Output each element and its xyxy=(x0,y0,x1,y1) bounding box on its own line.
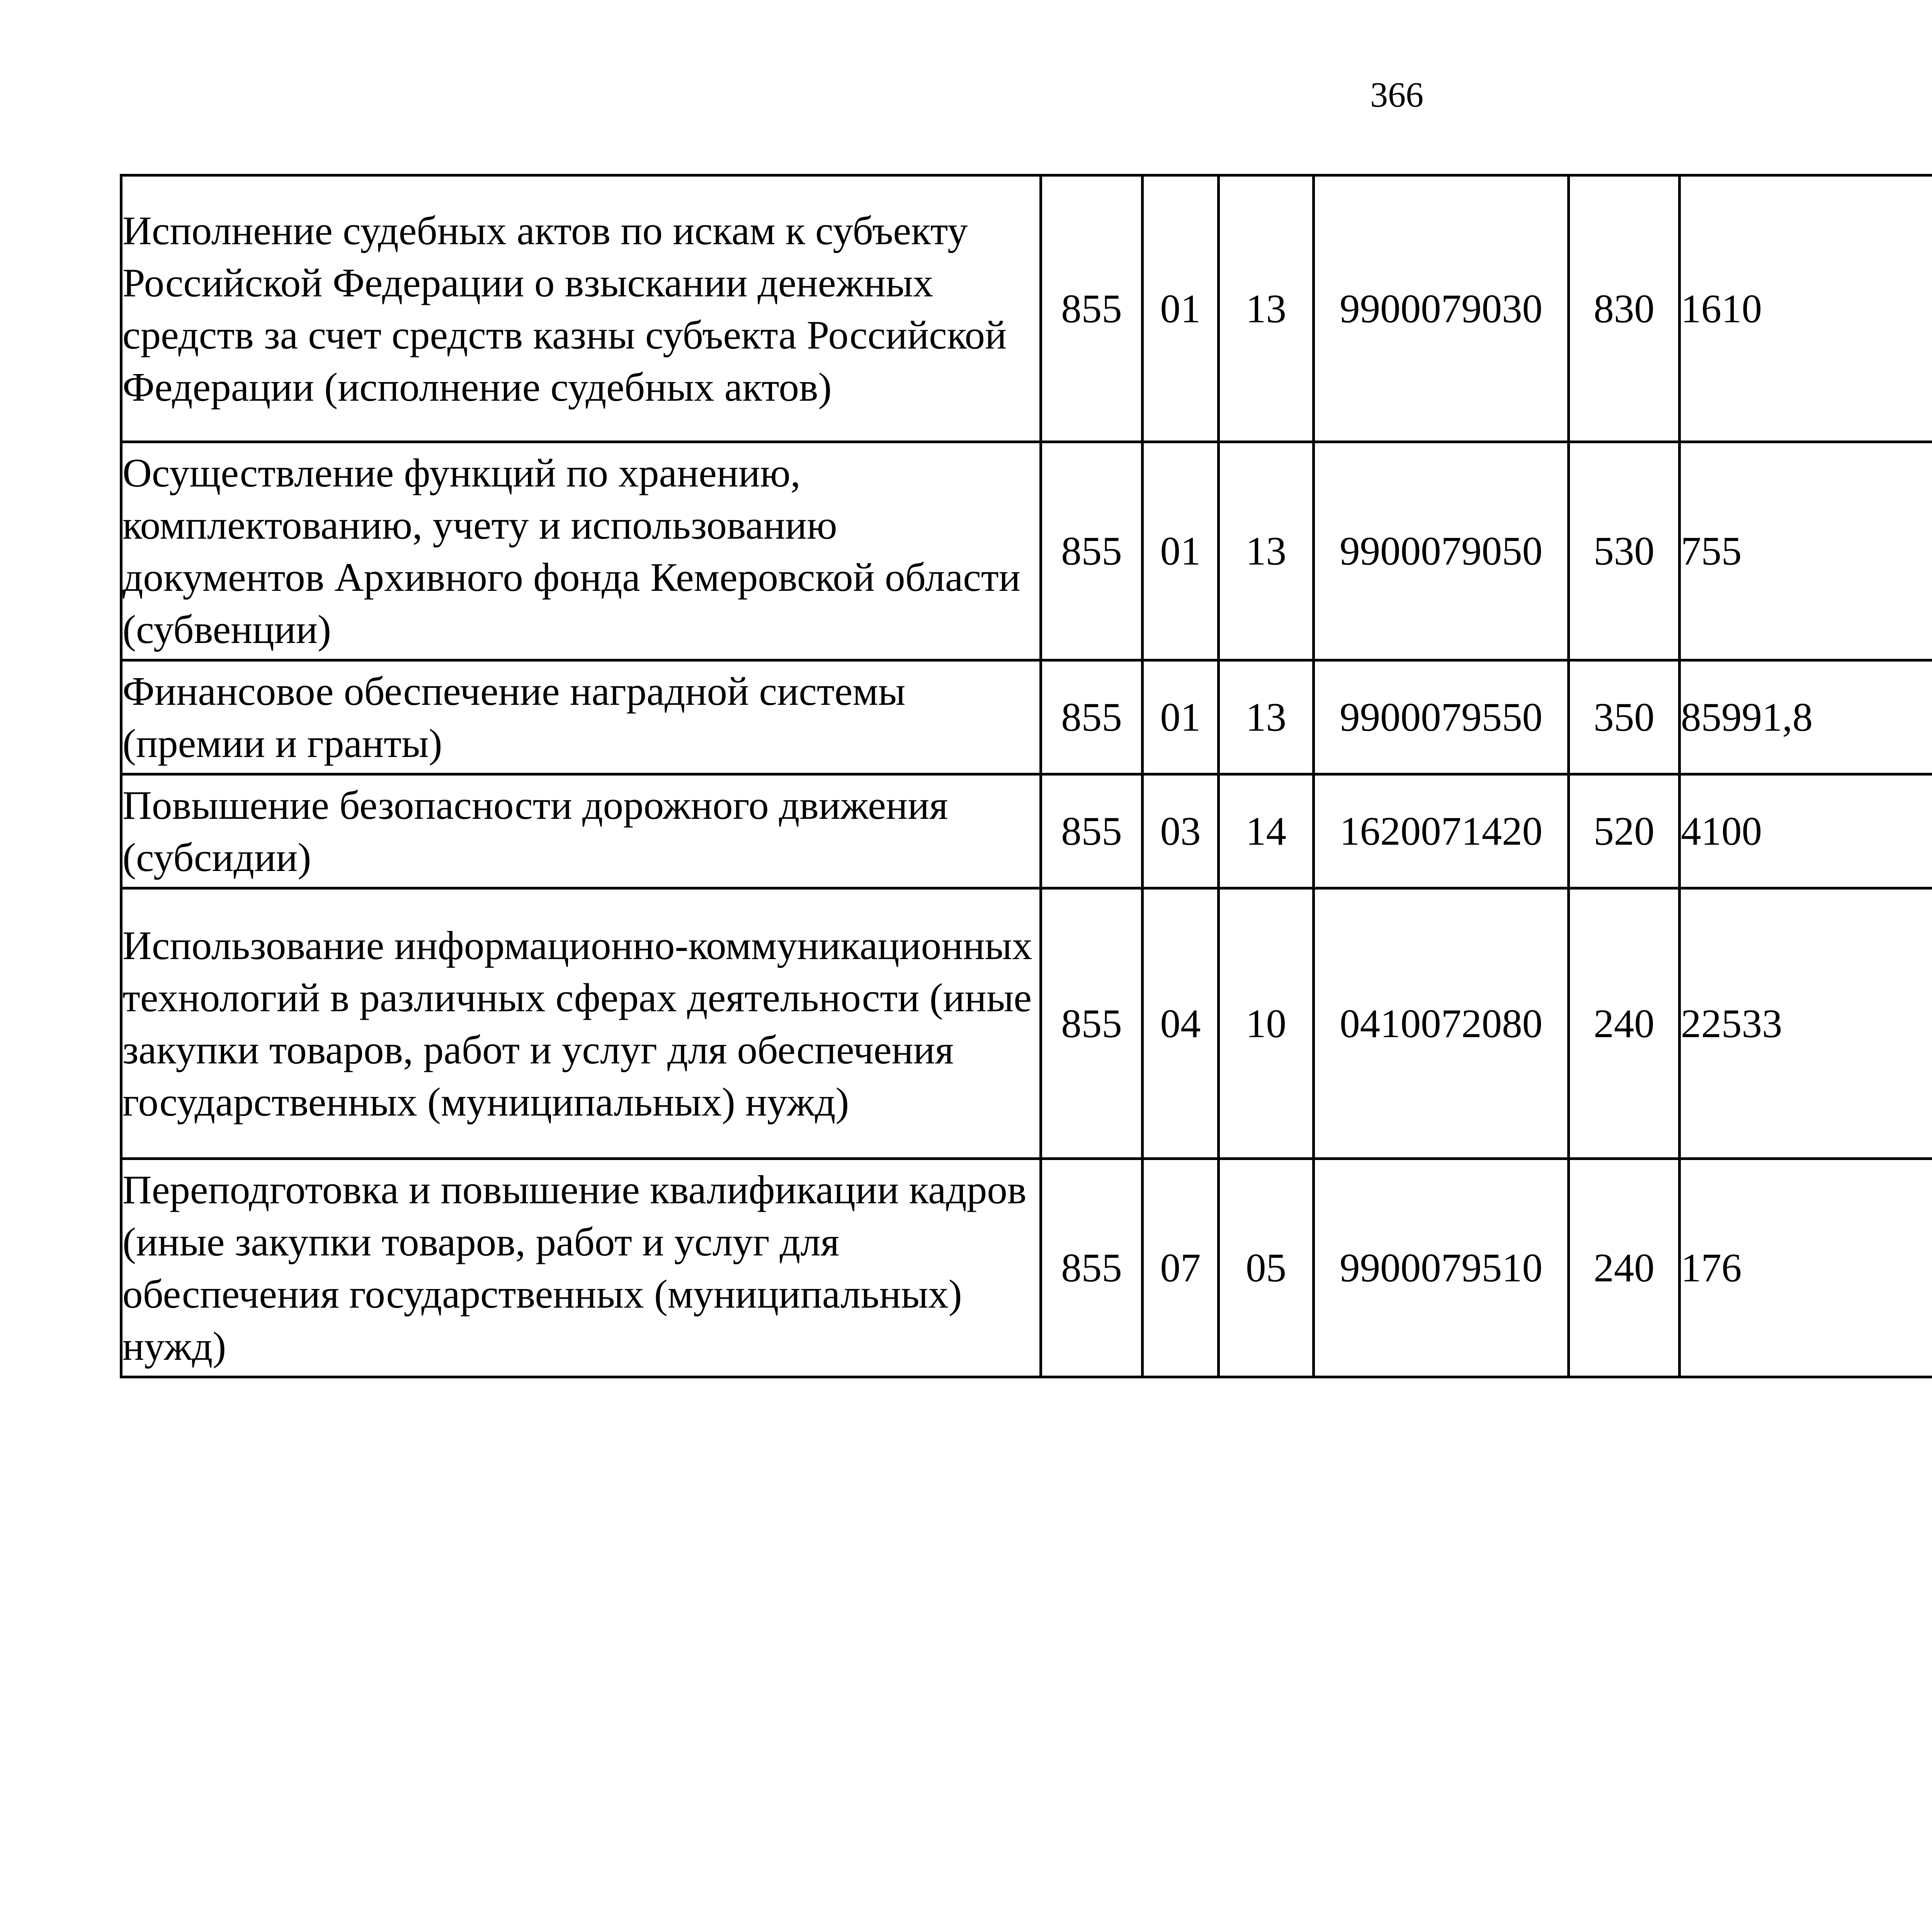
description-cell: Финансовое обеспечение наградной системы (премии и гранты) xyxy=(121,660,1041,774)
table-row xyxy=(121,1159,1932,1377)
ministry-code-cell: 855 xyxy=(1041,774,1143,888)
table-row xyxy=(121,175,1932,442)
ministry-code-cell: 855 xyxy=(1041,660,1143,774)
amount-1-cell: 4100 xyxy=(1680,774,1932,888)
target-article-cell: 0410072080 xyxy=(1314,888,1569,1159)
subsection-code-cell: 13 xyxy=(1219,442,1314,660)
expense-type-cell: 240 xyxy=(1569,1159,1680,1377)
expense-type-cell: 240 xyxy=(1569,888,1680,1159)
ministry-code-cell: 855 xyxy=(1041,442,1143,660)
subsection-code-cell: 10 xyxy=(1219,888,1314,1159)
amount-1-cell: 755 xyxy=(1680,442,1932,660)
target-article-cell: 1620071420 xyxy=(1314,774,1569,888)
subsection-code-cell: 05 xyxy=(1219,1159,1314,1377)
ministry-code-cell: 855 xyxy=(1041,888,1143,1159)
amount-1-cell: 22533 xyxy=(1680,888,1932,1159)
ministry-code-cell: 855 xyxy=(1041,175,1143,442)
amount-1-cell: 176 xyxy=(1680,1159,1932,1377)
ministry-code-cell: 855 xyxy=(1041,1159,1143,1377)
target-article-cell: 9900079050 xyxy=(1314,442,1569,660)
section-code-cell: 07 xyxy=(1143,1159,1219,1377)
expense-type-cell: 520 xyxy=(1569,774,1680,888)
description-cell: Исполнение судебных актов по искам к субъекту Российской Федерации о взыскании денежных средств за счет средств казны субъекта Российской Федерации (исполнение судебных актов) xyxy=(121,175,1041,442)
amount-1-cell: 1610 xyxy=(1680,175,1932,442)
description-cell: Осуществление функций по хранению, комплектованию, учету и использованию документов Архивного фонда Кемеровской области (субвенции) xyxy=(121,442,1041,660)
expense-type-cell: 830 xyxy=(1569,175,1680,442)
subsection-code-cell: 14 xyxy=(1219,774,1314,888)
description-cell: Повышение безопасности дорожного движения (субсидии) xyxy=(121,774,1041,888)
section-code-cell: 01 xyxy=(1143,442,1219,660)
section-code-cell: 03 xyxy=(1143,774,1219,888)
expense-type-cell: 530 xyxy=(1569,442,1680,660)
table-row xyxy=(121,660,1932,774)
section-code-cell: 01 xyxy=(1143,175,1219,442)
description-cell: Использование информационно-коммуникационных технологий в различных сферах деятельности (иные закупки товаров, работ и услуг для обеспечения государственных (муниципальных) нужд) xyxy=(121,888,1041,1159)
section-code-cell: 04 xyxy=(1143,888,1219,1159)
subsection-code-cell: 13 xyxy=(1219,175,1314,442)
section-code-cell: 01 xyxy=(1143,660,1219,774)
table-row xyxy=(121,888,1932,1159)
table-row xyxy=(121,442,1932,660)
budget-table xyxy=(120,174,1932,1378)
description-cell: Переподготовка и повышение квалификации кадров (иные закупки товаров, работ и услуг для обеспечения государственных (муниципальных) нужд) xyxy=(121,1159,1041,1377)
target-article-cell: 9900079550 xyxy=(1314,660,1569,774)
amount-1-cell: 85991,8 xyxy=(1680,660,1932,774)
target-article-cell: 9900079030 xyxy=(1314,175,1569,442)
page-number: 366 xyxy=(1370,75,1423,114)
table-row xyxy=(121,774,1932,888)
subsection-code-cell: 13 xyxy=(1219,660,1314,774)
expense-type-cell: 350 xyxy=(1569,660,1680,774)
target-article-cell: 9900079510 xyxy=(1314,1159,1569,1377)
